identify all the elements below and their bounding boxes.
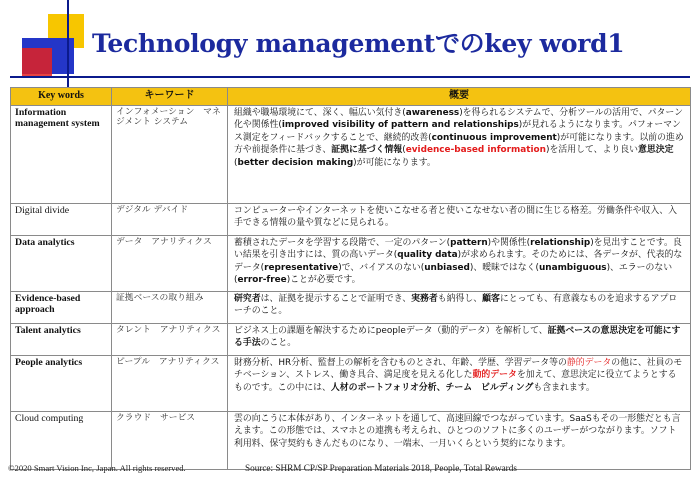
description-segment: 顧客 — [482, 293, 500, 304]
keyword-ja: デジタル デバイド — [112, 203, 228, 235]
keyword-en: Evidence-based approach — [11, 291, 112, 323]
table-row — [11, 355, 691, 411]
description-segment: better decision making — [237, 157, 354, 168]
description-segment: も納得し、 — [437, 293, 483, 304]
description-segment: )が求められます。そのためには、各データが、代表的なデータ( — [234, 250, 683, 273]
description-segment: awareness — [405, 107, 460, 118]
description-segment: 人材のポートフォリオ分析、チーム ビルディング — [330, 382, 534, 393]
description-segment: 動的データ — [472, 370, 517, 381]
keyword-description — [228, 323, 691, 355]
description-segment: 意思決定 — [638, 145, 674, 156]
description-segment: )を活用して、より良い — [545, 145, 639, 156]
description-segment: unbiased — [424, 262, 470, 273]
keyword-en: Digital divide — [11, 203, 112, 235]
description-segment: のこと。 — [260, 338, 297, 349]
description-segment: の他に、社員のモチベーション、ストレス、働き具合、満足度を見える化した — [234, 357, 683, 381]
header-keyword-ja: キーワード — [112, 88, 228, 106]
description-segment: 証拠に基づく情報 — [331, 145, 403, 156]
keyword-description — [228, 411, 691, 469]
description-segment: pattern — [450, 237, 488, 248]
table-row — [11, 235, 691, 291]
description-segment: 静的データ — [566, 357, 612, 368]
description-segment: )が可能になります。以前の進め方や前提条件に基づき、 — [234, 132, 684, 156]
description-segment: continuous improvement — [431, 132, 557, 143]
description-segment: )を見出すことです。良い結果を引き出すには、質の高いデータ( — [234, 237, 682, 261]
description-segment: 実務者 — [411, 293, 438, 304]
description-segment: )、曖昧ではなく( — [469, 262, 539, 273]
description-segment: )、エラーのない( — [234, 262, 673, 286]
keyword-description — [228, 291, 691, 323]
keyword-en: Information management system — [11, 105, 112, 203]
keyword-ja: タレント アナリティクス — [112, 323, 228, 355]
description-segment: evidence-based information — [405, 145, 546, 156]
description-segment: ( — [402, 145, 406, 156]
description-segment: )ことが必要です。 — [286, 275, 361, 286]
description-segment: 組織や職場環境にて、深く、幅広い気付き( — [234, 107, 406, 118]
keyword-description — [228, 235, 691, 291]
decor-vertical-line — [67, 0, 69, 96]
description-segment: )が可能になります。 — [353, 157, 436, 168]
description-segment: 蓄積されたデータを学習する段階で、一定のパターン( — [234, 237, 451, 248]
description-segment: にとっても、有意義なものを追求するアプローチのこと。 — [234, 293, 678, 317]
description-segment: 研究者 — [234, 293, 261, 304]
description-segment: )が見れるようになります。パフォーマンス測定をフィードバックすることで、継続的改善( — [234, 120, 681, 143]
keyword-ja: ピープル アナリティクス — [112, 355, 228, 411]
table-row — [11, 105, 691, 203]
description-segment: quality data — [397, 250, 458, 261]
keyword-en: Cloud computing — [11, 411, 112, 469]
keyword-ja: インフォメーション マネジメント システム — [112, 105, 228, 203]
description-segment: は、証拠を提示することで証明でき、 — [260, 293, 412, 304]
copyright-text: ©2020 Smart Vision Inc, Japan. All rights reserved. — [8, 463, 186, 473]
description-segment: も含まれます。 — [533, 382, 595, 393]
keyword-description — [228, 355, 691, 411]
description-segment: 財務分析、HR分析、監督上の解析を含むものとされ、年齢、学歴、学習データ等の — [234, 357, 567, 368]
keyword-en: Data analytics — [11, 235, 112, 291]
header-key-words: Key words — [11, 88, 112, 106]
keyword-description — [228, 203, 691, 235]
header-overview: 概要 — [228, 88, 691, 106]
description-segment: ビジネス上の課題を解決するためにpeopleデータ（動的データ）を解析して、 — [234, 325, 548, 336]
decor-horizontal-line — [10, 76, 690, 78]
description-segment: 雲の向こうに本体があり、インターネットを通して、高速回線でつながっています。SaaSもその一形態だとも言えます。この形態では、スマホとの連携も考えられ、ひとつのソフトに多くのユーザーがつながります。ソフト利用料、保守契約もきんだものになり、一端末、一月いくらという契約になります。 — [234, 413, 681, 449]
table-row — [11, 323, 691, 355]
description-segment: )や関係性( — [487, 237, 531, 248]
description-segment: improved visibility of pattern and relationships — [281, 120, 519, 131]
description-segment: を加えて、意思決定に役立てようとするものです。この中には、 — [234, 370, 677, 393]
description-segment: )で、バイアスのない( — [338, 262, 425, 273]
description-segment: 証拠ベースの意思決定を可能にする手法 — [234, 325, 681, 349]
keyword-en: Talent analytics — [11, 323, 112, 355]
keyword-ja: データ アナリティクス — [112, 235, 228, 291]
table-header-row — [11, 88, 691, 106]
description-segment: コンピューターやインターネットを使いこなせる者と使いこなせない者の間に生じる格差。労働条件や収入、入手できる情報の量や質などに見られる。 — [234, 205, 677, 229]
keyword-en: People analytics — [11, 355, 112, 411]
table-row — [11, 291, 691, 323]
page-title: Technology managementでのkey word1 — [92, 29, 625, 58]
source-text: Source: SHRM CP/SP Preparation Materials 2018, People, Total Rewards — [245, 463, 517, 473]
keyword-ja: 証拠ベースの取り組み — [112, 291, 228, 323]
keyword-description — [228, 105, 691, 203]
description-segment: error-free — [237, 275, 287, 286]
description-segment: representative — [264, 262, 339, 273]
description-segment: ( — [234, 157, 238, 168]
decor-red-square — [22, 48, 52, 78]
keyword-ja: クラウド サービス — [112, 411, 228, 469]
description-segment: unambiguous — [538, 262, 607, 273]
table-row — [11, 203, 691, 235]
keyword-table — [10, 87, 691, 470]
table-row — [11, 411, 691, 469]
description-segment: )を得られるシステムで、分析ツールの活用で、パターン化や関係性( — [234, 107, 683, 131]
description-segment: relationship — [530, 237, 591, 248]
